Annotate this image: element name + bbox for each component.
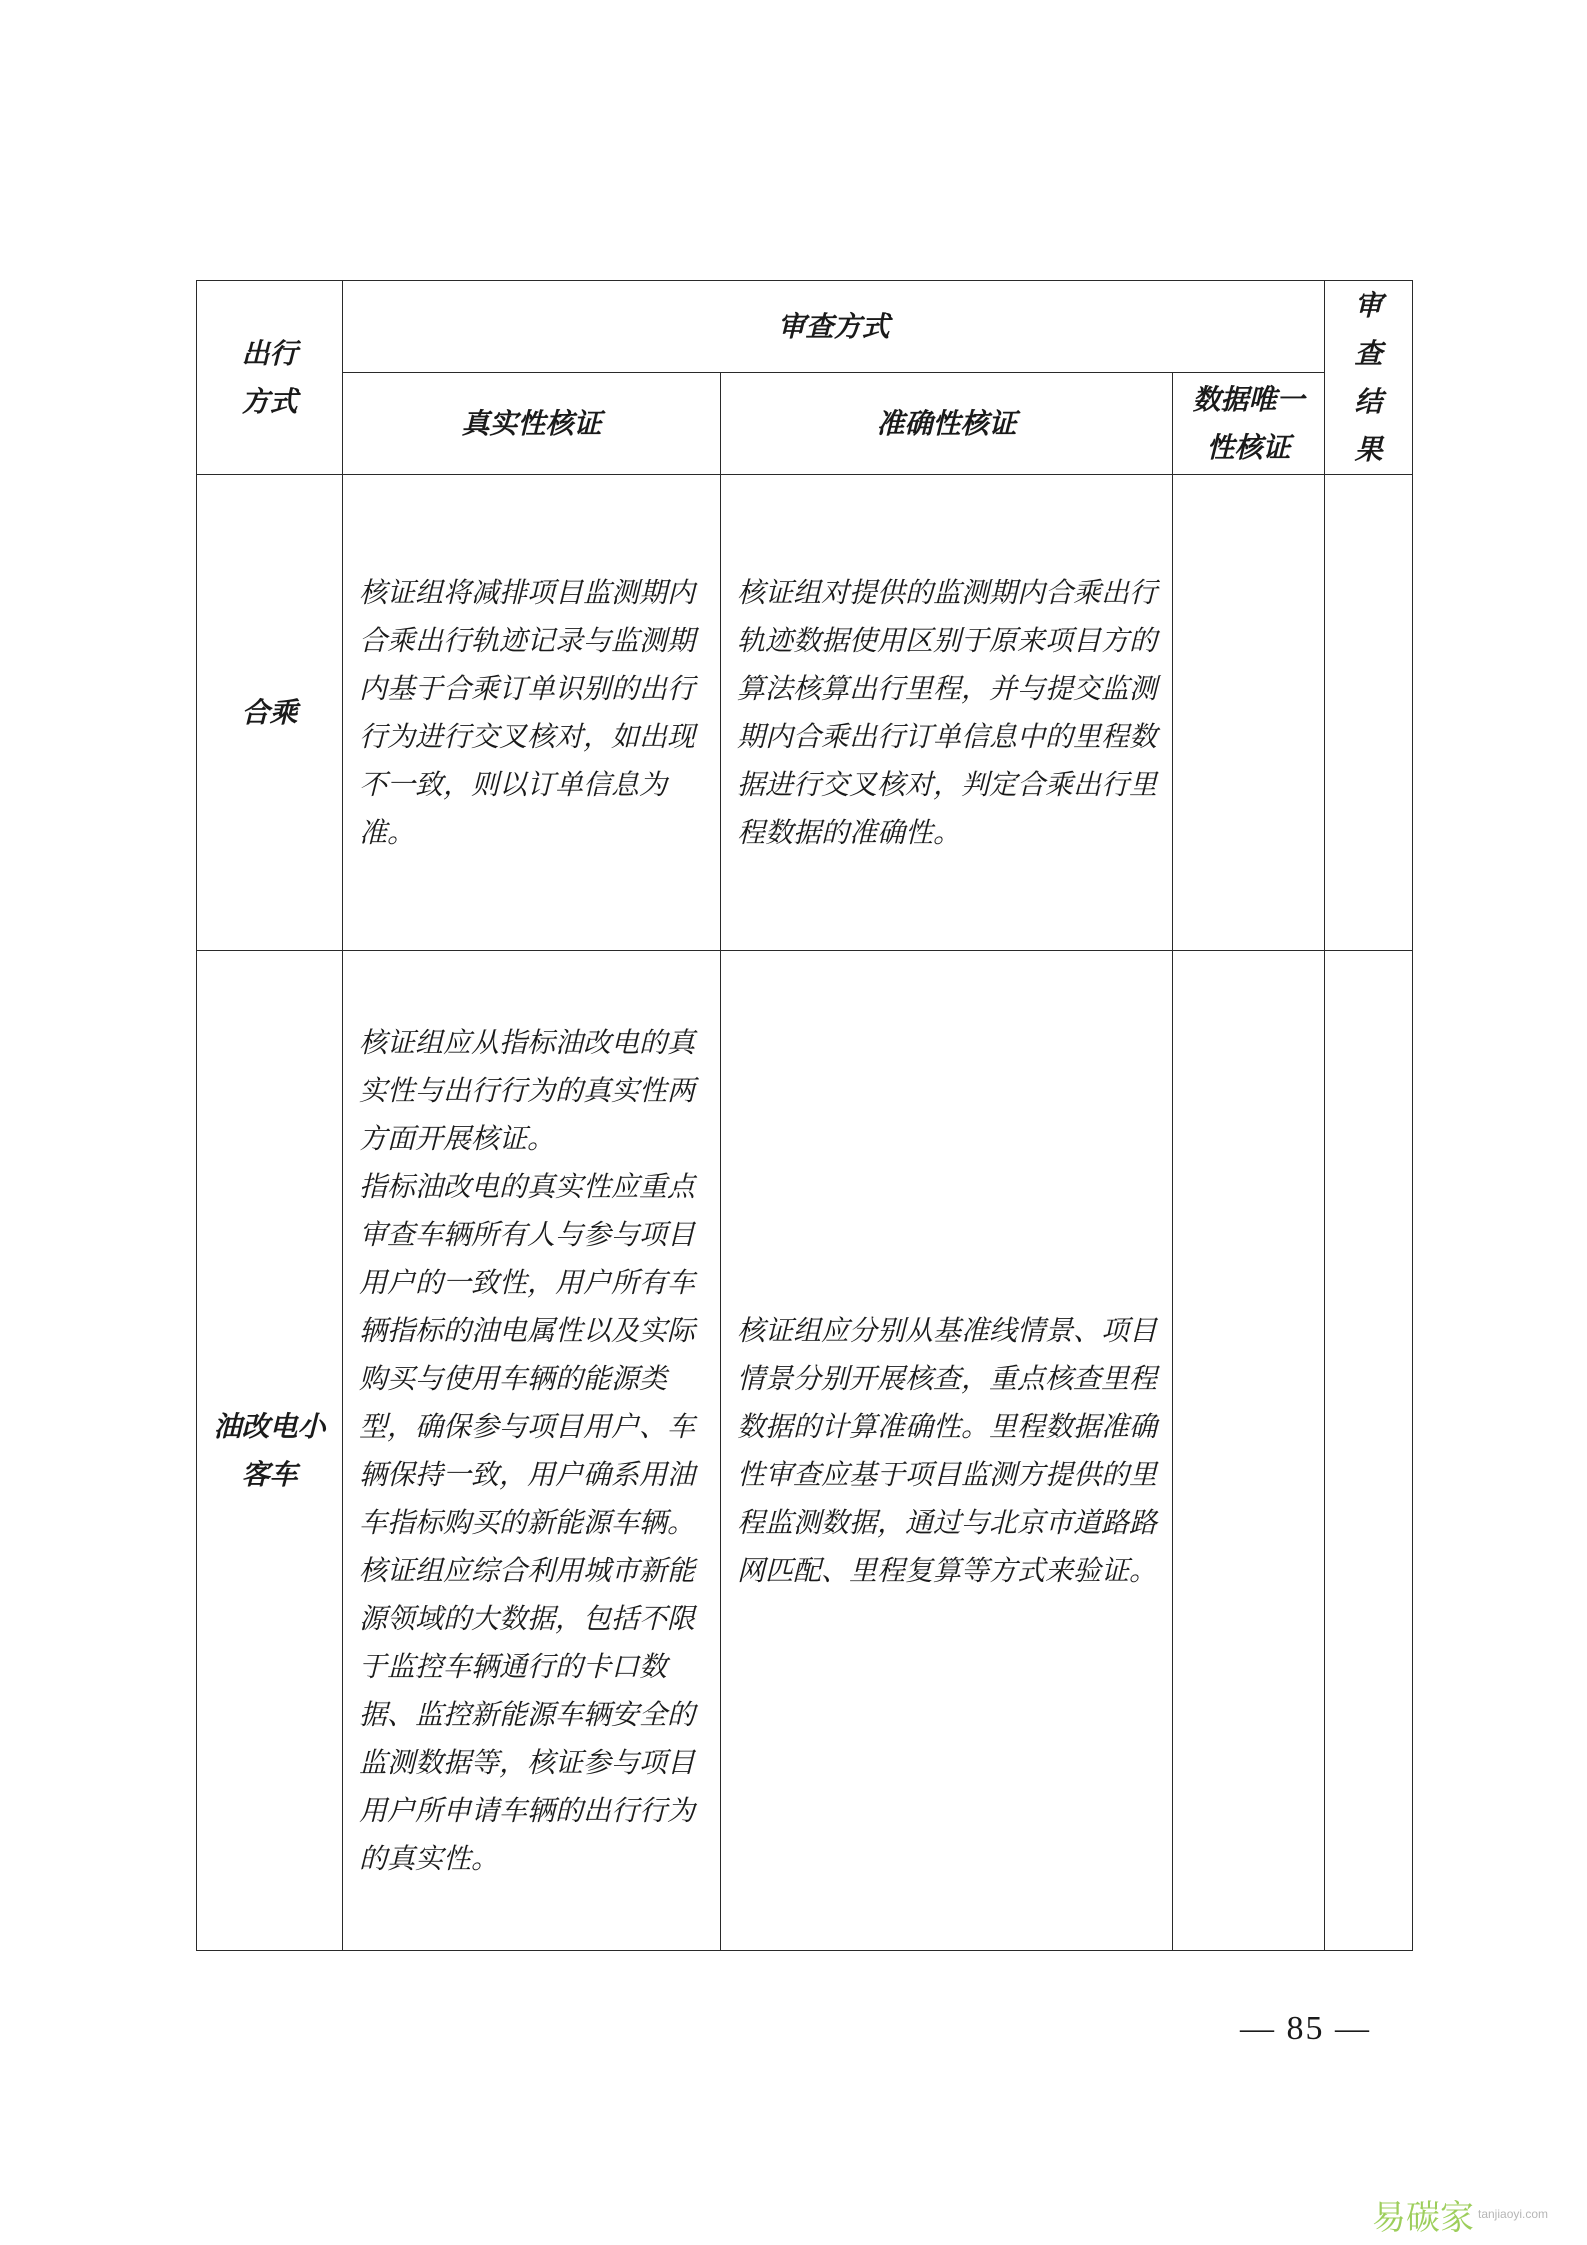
table-row [197,951,1413,1951]
watermark-logo [1372,2190,1572,2238]
row-mode-ev-conversion [197,951,343,1951]
row-carpool-result [1325,475,1413,951]
page-number: — 85 — [1240,2010,1371,2047]
row-mode-line2: 客车 [241,1457,298,1491]
header-authenticity: 真实性核证 [343,373,721,475]
header-accuracy: 准确性核证 [721,373,1173,475]
header-travel-mode-line2: 方式 [241,384,298,418]
header-review-result [1325,281,1413,475]
header-travel-mode-line1: 出行 [241,336,298,370]
header-uniqueness [1173,373,1325,475]
header-result-char3: 结 [1354,384,1383,418]
row-carpool-uniqueness [1173,475,1325,951]
paragraph: 核证组应从指标油改电的真实性与出行行为的真实性两方面开展核证。 [359,1025,696,1155]
row-ev-uniqueness [1173,951,1325,1951]
row-carpool-authenticity [343,475,721,951]
row-ev-result [1325,951,1413,1951]
header-travel-mode [197,281,343,475]
row-mode-line1: 油改电小 [213,1409,326,1443]
watermark-sub: tanjiaoyi.com [1478,2207,1549,2221]
header-result-char2: 查 [1354,336,1383,370]
paragraph: 指标油改电的真实性应重点审查车辆所有人与参与项目用户的一致性，用户所有车辆指标的油电属性以及实际购买与使用车辆的能源类型，确保参与项目用户、车辆保持一致，用户确系用油车指标购买的新能源车辆。 [359,1169,696,1539]
row-ev-accuracy [721,951,1173,1951]
paragraph: 核证组对提供的监测期内合乘出行轨迹数据使用区别于原来项目方的算法核算出行里程，并与提交监测期内合乘出行订单信息中的里程数据进行交叉核对，判定合乘出行里程数据的准确性。 [737,575,1158,849]
paragraph: 核证组将减排项目监测期内合乘出行轨迹记录与监测期内基于合乘订单识别的出行行为进行交叉核对，如出现不一致，则以订单信息为准。 [359,575,696,849]
row-mode-carpool: 合乘 [197,475,343,951]
paragraph: 核证组应综合利用城市新能源领域的大数据，包括不限于监控车辆通行的卡口数据、监控新能源车辆安全的监测数据等，核证参与项目用户所申请车辆的出行行为的真实性。 [359,1553,696,1875]
header-result-char1: 审 [1354,288,1383,322]
table-row [197,475,1413,951]
header-uniqueness-line2: 性核证 [1206,430,1291,464]
watermark-text: 易碳家 [1372,2198,1474,2237]
header-result-char4: 果 [1354,432,1383,466]
review-table [196,280,1413,1951]
header-uniqueness-line1: 数据唯一 [1192,382,1305,416]
paragraph: 核证组应分别从基准线情景、项目情景分别开展核查，重点核查里程数据的计算准确性。里程数据准确性审查应基于项目监测方提供的里程监测数据，通过与北京市道路路网匹配、里程复算等方式来验证。 [737,1313,1158,1587]
row-ev-authenticity [343,951,721,1951]
header-review-method: 审查方式 [343,281,1325,373]
row-carpool-accuracy [721,475,1173,951]
